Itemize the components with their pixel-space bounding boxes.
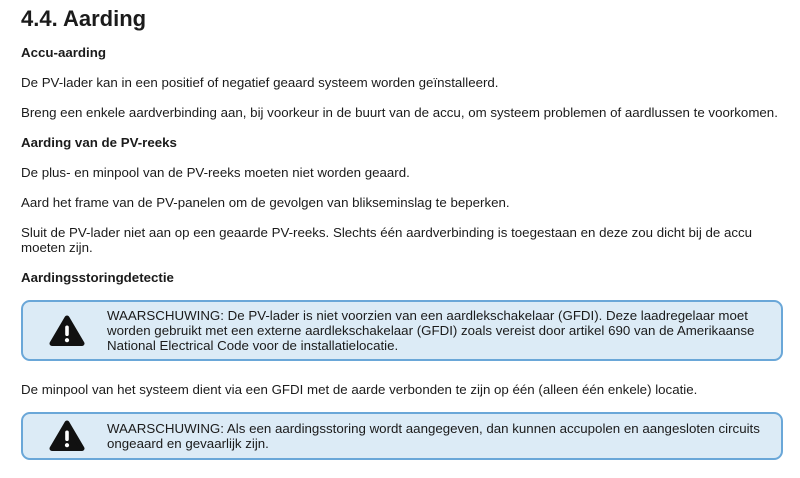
paragraph-pv-3: Sluit de PV-lader niet aan op een geaarde PV-reeks. Slechts één aardverbinding is toegestaan en deze zou dicht bij de accu moeten zijn. xyxy=(21,225,753,255)
warning-triangle-icon xyxy=(49,420,85,452)
warning-text: WAARSCHUWING: Als een aardingsstoring wordt aangegeven, dan kunnen accupolen en aangesloten circuits ongeaard en gevaarlijk zijn. xyxy=(107,421,760,451)
paragraph-accu-2: Breng een enkele aardverbinding aan, bij voorkeur in de buurt van de accu, om systeem problemen of aardlussen te voorkomen. xyxy=(21,105,778,120)
heading-pv-reeks: Aarding van de PV-reeks xyxy=(21,135,177,150)
paragraph-pv-1: De plus- en minpool van de PV-reeks moeten niet worden geaard. xyxy=(21,165,410,180)
heading-accu-aarding: Accu-aarding xyxy=(21,45,106,60)
page-title: 4.4. Aarding xyxy=(21,6,147,31)
warning-triangle-icon xyxy=(49,315,85,347)
paragraph-minpool: De minpool van het systeem dient via een GFDI met de aarde verbonden te zijn op één (alleen één enkele) locatie. xyxy=(21,382,698,397)
heading-aardingsstoringdetectie: Aardingsstoringdetectie xyxy=(21,270,174,285)
warning-box-aardingsstoring xyxy=(21,412,783,460)
warning-text: WAARSCHUWING: De PV-lader is niet voorzien van een aardlekschakelaar (GFDI). Deze laadregelaar moet worden gebruikt met een externe aardlekschakelaar (GFDI) zoals vereist door artikel 690 van de Amerikaanse National Electrical Code voor de installatielocatie. xyxy=(107,308,755,353)
warning-box-gfdi xyxy=(21,300,783,361)
paragraph-accu-1: De PV-lader kan in een positief of negatief geaard systeem worden geïnstalleerd. xyxy=(21,75,499,90)
paragraph-pv-2: Aard het frame van de PV-panelen om de gevolgen van blikseminslag te beperken. xyxy=(21,195,510,210)
